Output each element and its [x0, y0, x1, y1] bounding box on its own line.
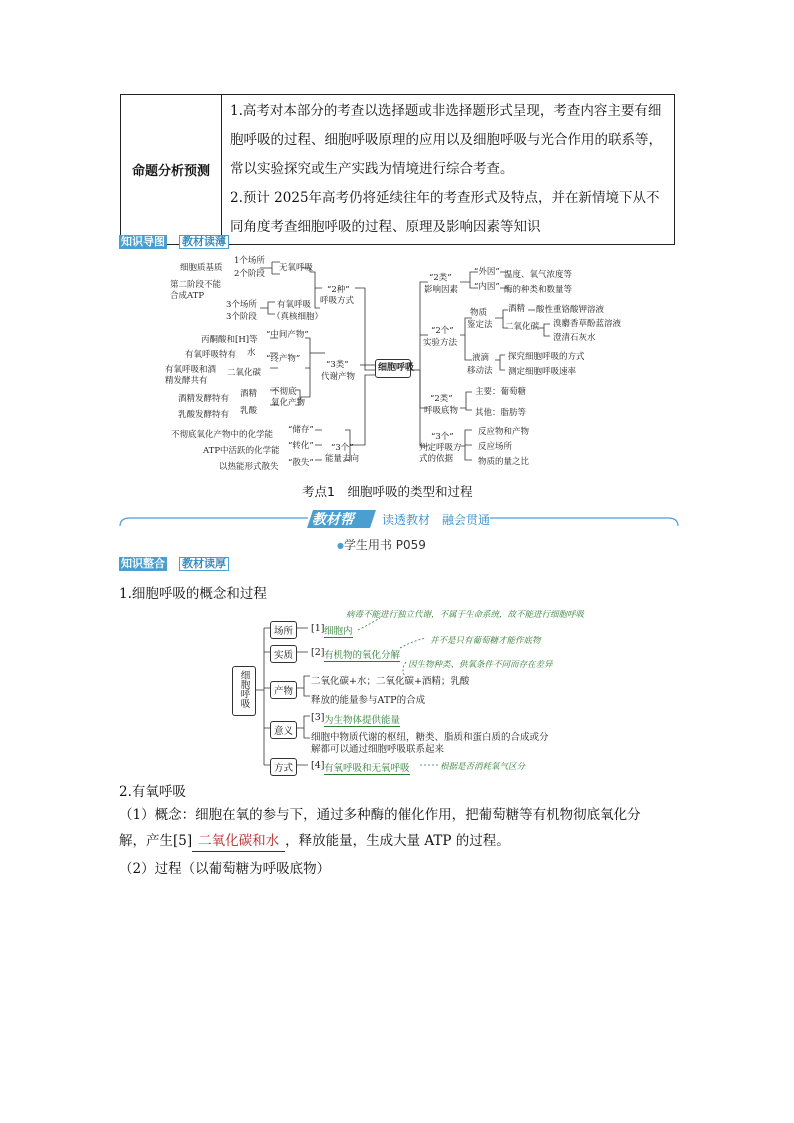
mm-final: “终产物”	[266, 354, 301, 364]
mm-lactic: 乳酸	[240, 406, 258, 416]
mm-two-stages: 2个阶段	[234, 269, 265, 279]
d2-note-oxygen: 根据是否消耗氧气区分	[440, 762, 526, 772]
mm-r-three: “3个”	[431, 432, 454, 442]
d2-mode-box: 方式	[270, 758, 297, 776]
mm-two-kinds: “2种”	[327, 285, 350, 295]
mm-energy-stored: 不彻底氧化产物中的化学能	[171, 430, 274, 440]
mm-center-box	[375, 359, 415, 378]
mm-drop-d2: 测定细胞呼吸速率	[508, 367, 577, 377]
mm-lost: “散失”	[288, 458, 314, 468]
d2-r3b: 释放的能量参与ATP的合成	[311, 695, 426, 706]
intro-line-1: 1.高考对本部分的考查以选择题或非选择题形式呈现，考查内容主要有细胞呼吸的过程、细胞呼吸原理的应用以及细胞呼吸与光合作用的联系等，常以实验探究或生产实践为情境进行综合考查。	[230, 103, 662, 177]
mm-incomplete2: 氧化产物	[271, 398, 306, 408]
mm-drop2: 移动法	[467, 366, 493, 376]
d2-essence-box: 实质	[270, 645, 297, 663]
para-concept-2: 解，产生[5] 二氧化碳和水 ，释放能量，生成大量 ATP 的过程。	[119, 831, 510, 852]
d2-meaning-box: 意义	[270, 721, 297, 739]
mm-r-two-sub: “2类”	[430, 394, 453, 404]
tag-knowledge-map: 知识导图	[121, 235, 165, 248]
mm-two-kinds-sub: 呼吸方式	[320, 296, 355, 306]
para-concept-1: （1）概念：细胞在氧的参与下，通过多种酶的催化作用，把葡萄糖等有机物彻底氧化分	[119, 807, 641, 823]
mm-judge1: 判定呼吸方	[419, 443, 462, 453]
mm-stage2: 第二阶段不能	[170, 280, 222, 290]
mm-j1: 反应物和产物	[478, 427, 530, 437]
mm-atp-energy: ATP中活跃的化学能	[203, 446, 280, 456]
mm-incomplete: 不彻底	[271, 387, 297, 397]
mm-convert: “转化”	[288, 441, 314, 451]
mm-ext-d: 温度、氧气浓度等	[504, 270, 573, 280]
mm-drop-d1: 探究细胞呼吸的方式	[508, 352, 585, 362]
d2-root: 细胞呼吸	[238, 670, 250, 708]
mm-three-go: “3个”	[331, 443, 354, 453]
mm-three-kinds: “3类”	[326, 360, 349, 370]
mm-alc2: 酒精	[508, 304, 526, 314]
mm-no-atp: 合成ATP	[170, 291, 205, 301]
para-process: （2）过程（以葡萄糖为呼吸底物）	[119, 861, 331, 877]
mm-co2-d2: 澄清石灰水	[553, 333, 596, 343]
intro-body	[222, 95, 675, 245]
mm-three-sites: 3个场所	[226, 300, 257, 310]
mm-center-label: 细胞呼吸	[378, 363, 415, 373]
mm-main: 主要：葡萄糖	[475, 387, 527, 397]
tag-textbook-thick: 教材读厚	[179, 557, 229, 571]
mm-sub-detect: 物质	[470, 308, 488, 318]
mm-int: “内因”	[474, 282, 500, 292]
intro-line-2: 2.预计 2025年高考仍将延续往年的考查形式及特点，并在新情境下从不同角度考查细胞呼吸的过程、原理及影响因素等知识	[230, 190, 660, 235]
mm-heat: 以热能形式散失	[219, 462, 279, 472]
mm-drop: 液滴	[472, 353, 490, 363]
student-book-ref: ●学生用书 P059	[337, 538, 426, 552]
d2-product-box: 产物	[270, 681, 297, 699]
heading-aerobic: 2.有氧呼吸	[119, 784, 186, 800]
mm-alcohol: 酒精	[240, 389, 258, 399]
mm-lac-unique: 乳酸发酵特有	[178, 410, 230, 420]
d2-r1v: [1]	[311, 623, 325, 634]
tag-textbook-thin: 教材读薄	[179, 235, 229, 249]
mm-aerobic: 有氧呼吸	[277, 300, 312, 310]
d2-note-substrate: 并不是只有葡萄糖才能作底物	[430, 636, 541, 646]
mm-judge2: 式的依据	[419, 454, 454, 464]
d2-r4c: 解都可以通过细胞呼吸联系起来	[311, 744, 445, 755]
heading-cell-respiration: 1.细胞呼吸的概念和过程	[119, 586, 267, 602]
mm-pyruvate: 丙酮酸和[H]等	[201, 335, 258, 345]
mm-cytoplasm: 细胞质基质	[180, 263, 223, 273]
d2-site-box: 场所	[270, 621, 297, 639]
mm-alc-unique: 酒精发酵特有	[178, 394, 230, 404]
mm-j2: 反应场所	[478, 442, 513, 452]
d2-note-variance: 因生物种类、供氧条件不同而存在差异	[408, 660, 553, 670]
d2-note-virus: 病毒不能进行独立代谢，不属于生命系统，故不能进行细胞呼吸	[346, 610, 585, 620]
mm-r-two-cat: “2类”	[429, 273, 452, 283]
mm-eukaryote: （真核细胞）	[272, 312, 324, 322]
d2-r2a: 有机物的氧化分解	[324, 647, 400, 662]
mm-aer-unique: 有氧呼吸特有	[185, 350, 237, 360]
banner-subtitle: 读透教材 融会贯通	[382, 513, 491, 527]
bullet-icon: ●	[337, 541, 344, 550]
mm-intermediate: “中间产物”	[266, 330, 309, 340]
mm-r-exp-methods: 实验方法	[423, 338, 458, 348]
mm-three-kinds-sub: 代谢产物	[321, 372, 356, 382]
mm-energy-dest: 能量去向	[325, 454, 360, 464]
d2-r4b: 细胞中物质代谢的枢纽，糖类、脂质和蛋白质的合成或分	[311, 732, 549, 743]
mm-r-factors: 影响因素	[424, 285, 459, 295]
d2-r5a: 有氧呼吸和无氧呼吸	[324, 760, 410, 775]
answer-blank-5: 二氧化碳和水	[192, 831, 285, 852]
mm-water: 水	[247, 348, 256, 358]
mm-co2-d1: 溴麝香草酚蓝溶液	[553, 319, 622, 329]
mm-sub-detect2: 鉴定法	[467, 320, 493, 330]
d2-r1a: 细胞内	[324, 623, 353, 638]
intro-label: 命题分析预测	[121, 95, 222, 245]
tag-knowledge-integration: 知识整合	[121, 557, 165, 570]
mm-shared2: 精发酵共有	[165, 376, 208, 386]
banner-title: 教材帮	[312, 512, 354, 528]
intro-table	[120, 94, 675, 245]
mm-one-site: 1个场所	[234, 256, 265, 266]
mm-store: “储存”	[288, 425, 314, 435]
mm-shared1: 有氧呼吸和酒	[165, 365, 217, 375]
section-title: 考点1 细胞呼吸的类型和过程	[302, 484, 473, 499]
d2-r4v: [3]	[311, 712, 325, 723]
mm-ext: “外因”	[474, 267, 500, 277]
mm-j3: 物质的量之比	[478, 457, 530, 467]
mm-co2-2: 二氧化碳	[505, 322, 540, 332]
mm-co2: 二氧化碳	[227, 368, 262, 378]
d2-r4a: 为生物体提供能量	[324, 712, 400, 727]
mm-substrate: 呼吸底物	[424, 406, 459, 416]
mm-int-d: 酶的种类和数量等	[504, 285, 573, 295]
d2-r3a: 二氧化碳+水；二氧化碳+酒精；乳酸	[311, 676, 470, 687]
mm-anaerobic: 无氧呼吸	[279, 263, 314, 273]
mm-three-stages: 3个阶段	[226, 312, 257, 322]
mm-alc2-d: 酸性重铬酸钾溶液	[536, 305, 605, 315]
mm-other: 其他：脂肪等	[475, 408, 527, 418]
d2-r2v: [2]	[311, 647, 325, 658]
d2-r5v: [4]	[311, 760, 325, 771]
d2-root-box	[232, 666, 256, 716]
mm-r-two-exp: “2个”	[431, 326, 454, 336]
